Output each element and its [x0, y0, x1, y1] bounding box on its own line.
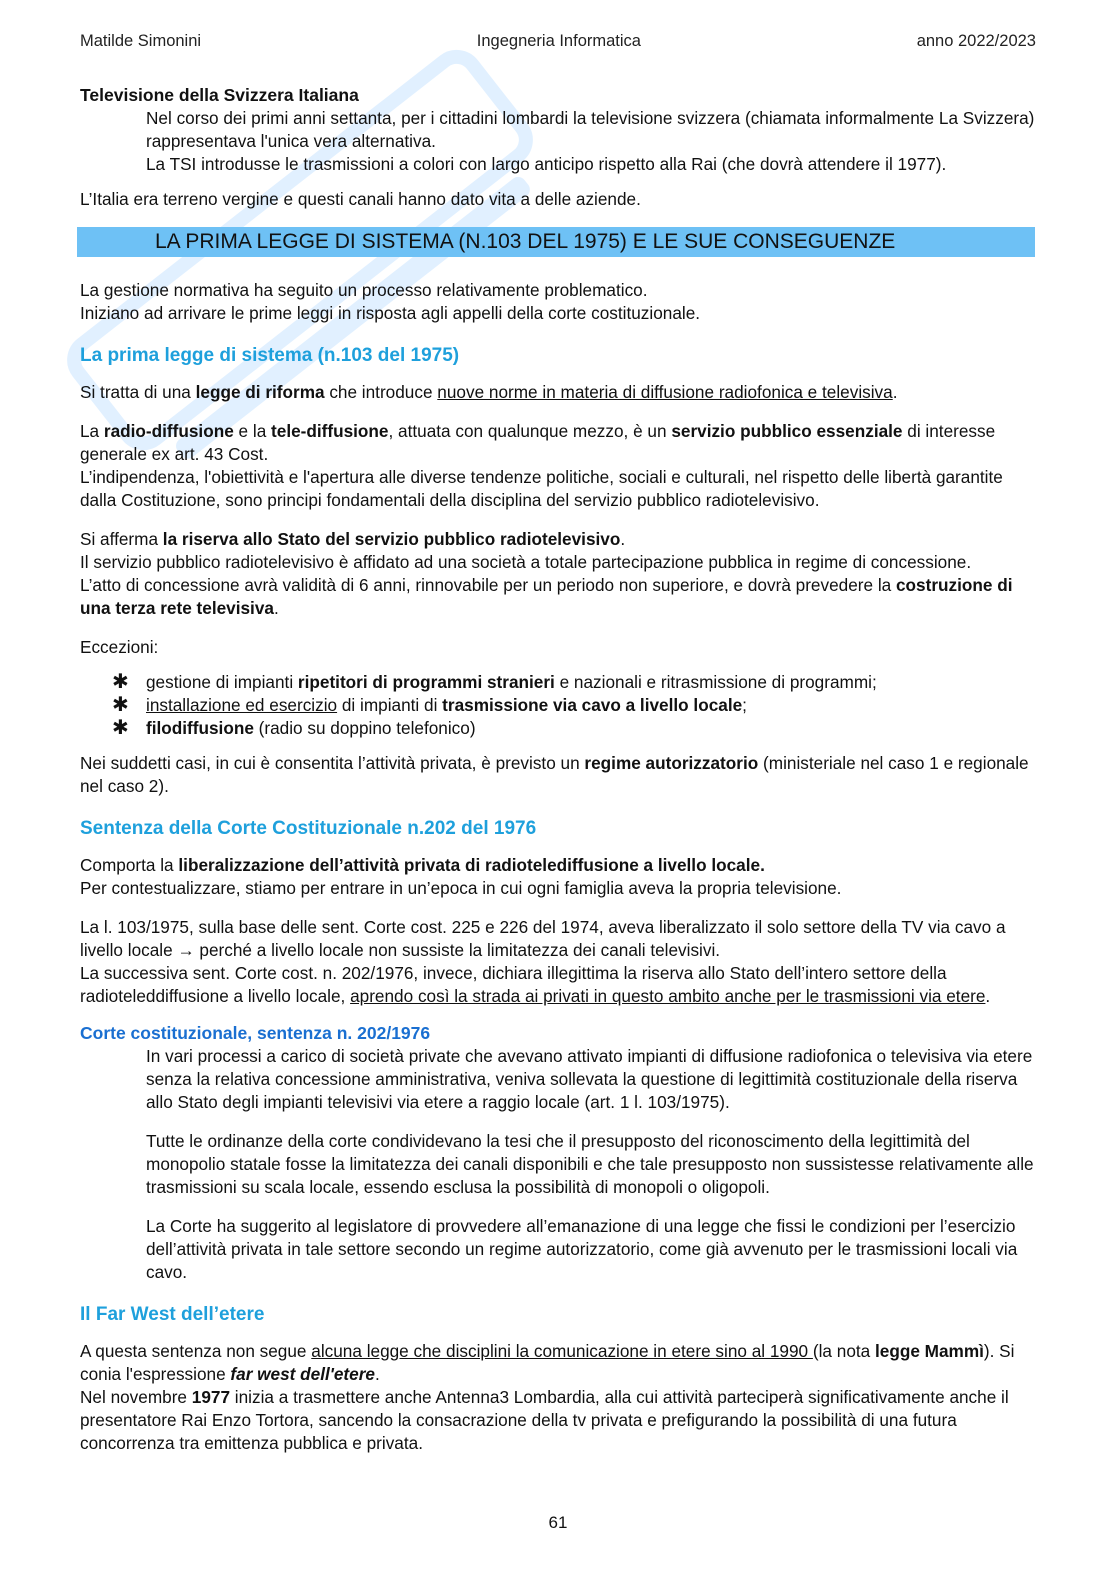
underlined-text: installazione ed esercizio	[146, 695, 338, 715]
corte-paragraph-1: In vari processi a carico di società private che avevano attivato impianti di diffusione radiofonica o televisiva via etere senza la relativa concessione amministrativa, veniva sollevata la questione di legittimità costituzionale della riserva allo Stato degli impianti televisivi via etere a raggio locale (art. 1 l. 103/1975).	[146, 1046, 1033, 1112]
list-item	[80, 671, 1035, 694]
text: di impianti di	[337, 695, 443, 715]
sentenza-202-paragraph-2b	[80, 962, 1035, 1008]
sentenza-202-paragraph-1b: Per contestualizzare, stiamo per entrare in un’epoca in cui ogni famiglia aveva la propria televisione.	[80, 878, 842, 898]
list-item	[80, 717, 1035, 740]
eccezioni-list	[80, 671, 1035, 740]
legge-103-paragraph-4	[80, 752, 1035, 798]
underlined-text: alcuna legge che disciplini la comunicazione in etere sino al 1990	[311, 1341, 813, 1361]
page-header	[80, 30, 1036, 53]
text: .	[374, 1364, 380, 1384]
text: ;	[742, 695, 747, 715]
text: , attuata con qualunque mezzo, è un	[388, 421, 672, 441]
underlined-text: aprendo così la strada ai privati in questo ambito anche per le trasmissioni via etere	[350, 986, 986, 1006]
legge-103-paragraph-2b: L’indipendenza, l'obiettività e l'apertura alle diverse tendenze politiche, sociali e culturali, nel rispetto delle libertà garantite dalla Costituzione, sono principi fondamentali della disciplina del servizio pubblico radiotelevisivo.	[80, 467, 1003, 510]
legge-103-paragraph-3	[80, 528, 1035, 551]
legge-103-paragraph-1	[80, 381, 1035, 404]
text: (ministeriale nel caso 1 e regionale nel caso 2).	[80, 753, 1029, 796]
text: .	[273, 598, 279, 618]
bold-text: liberalizzazione dell’attività privata di radiotelediffusione a livello locale.	[178, 855, 765, 875]
text: e nazionali e ritrasmissione di programmi;	[554, 672, 877, 692]
bold-text: costruzione di una terza rete televisiva	[80, 575, 1013, 618]
header-course: Ingegneria Informatica	[476, 32, 641, 50]
eccezioni-label: Eccezioni:	[80, 637, 159, 657]
text: (la nota	[812, 1341, 875, 1361]
text: Si afferma	[80, 529, 163, 549]
header-author: Matilde Simonini	[80, 32, 202, 50]
corte-paragraph-3: La Corte ha suggerito al legislatore di provvedere all’emanazione di una legge che fissi le condizioni per l’esercizio dell’attività privata in tale settore secondo un regime autorizzatorio, come già avvenuto per le trasmissioni locali via cavo.	[146, 1216, 1018, 1282]
text: e la	[233, 421, 272, 441]
text: Nel novembre	[80, 1387, 192, 1407]
heading-sentenza-202: Sentenza della Corte Costituzionale n.202 del 1976	[80, 818, 537, 839]
sentenza-202-paragraph-2: La l. 103/1975, sulla base delle sent. Corte cost. 225 e 226 del 1974, aveva liberalizzato il solo settore della TV via cavo a livello locale → perché a livello locale non sussiste la limitatezza dei canali televisivi.	[80, 917, 1006, 960]
text: La	[80, 421, 104, 441]
text: .	[892, 382, 898, 402]
page-number: 61	[548, 1513, 568, 1532]
section-intro-line-1: La gestione normativa ha seguito un processo relativamente problematico.	[80, 280, 648, 300]
intro-paragraph: L’Italia era terreno vergine e questi canali hanno dato vita a delle aziende.	[80, 189, 641, 209]
heading-far-west: Il Far West dell’etere	[80, 1304, 265, 1325]
text: Si tratta di una	[80, 382, 196, 402]
legge-103-paragraph-3c	[80, 574, 1035, 620]
legge-103-paragraph-2	[80, 420, 1035, 466]
underlined-text: nuove norme in materia di diffusione radiofonica e televisiva	[437, 382, 893, 402]
bold-text: tele-diffusione	[271, 421, 389, 441]
tsi-block	[80, 107, 1035, 176]
asterisk-bullet-icon: ✱	[112, 694, 129, 716]
bold-text: la riserva allo Stato del servizio pubblico radiotelevisivo	[162, 529, 621, 549]
far-west-paragraph-1	[80, 1340, 1035, 1386]
sentenza-202-paragraph-1	[80, 854, 1035, 877]
tsi-paragraph-2: La TSI introdusse le trasmissioni a colori con largo anticipo rispetto alla Rai (che dovrà attendere il 1977).	[146, 154, 947, 174]
page-content	[80, 84, 1035, 1455]
text: Comporta la	[80, 855, 179, 875]
asterisk-bullet-icon: ✱	[112, 671, 129, 693]
asterisk-bullet-icon: ✱	[112, 717, 129, 739]
bold-text: trasmissione via cavo a livello locale	[442, 695, 743, 715]
tsi-paragraph-1: Nel corso dei primi anni settanta, per i cittadini lombardi la televisione svizzera (chiamata informalmente La Svizzera) rappresentava l'unica vera alternativa.	[146, 108, 1035, 151]
bold-text: legge Mammì	[875, 1341, 984, 1361]
text: ). Si conia l'espressione	[80, 1341, 1015, 1384]
text: L’atto di concessione avrà validità di 6 anni, rinnovabile per un periodo non superiore, e dovrà prevedere la	[80, 575, 896, 595]
text: (radio su doppino telefonico)	[253, 718, 476, 738]
text: di interesse generale ex art. 43 Cost.	[80, 421, 996, 464]
bold-text: ripetitori di programmi stranieri	[297, 672, 555, 692]
text: che introduce	[324, 382, 438, 402]
heading-legge-103: La prima legge di sistema (n.103 del 1975)	[80, 345, 460, 366]
header-year: anno 2022/2023	[916, 32, 1036, 50]
bold-text: regime autorizzatorio	[584, 753, 759, 773]
far-west-paragraph-2	[80, 1386, 1035, 1455]
text: inizia a trasmettere anche Antenna3 Lombardia, alla cui attività parteciperà significativamente anche il presentatore Rai Enzo Tortora, sancendo la consacrazione della tv privata e prefigurando la possibilità di una futura concorrenza tra emittenza pubblica e privata.	[80, 1387, 1009, 1453]
heading-corte-costituzionale: Corte costituzionale, sentenza n. 202/1976	[80, 1023, 431, 1043]
bold-italic-text: far west dell'etere	[230, 1364, 375, 1384]
section-intro	[80, 279, 1035, 325]
text: gestione di impianti	[146, 672, 298, 692]
bold-text: legge di riforma	[195, 382, 325, 402]
bold-text: radio-diffusione	[103, 421, 234, 441]
text: .	[620, 529, 626, 549]
legge-103-paragraph-3b: Il servizio pubblico radiotelevisivo è affidato ad una società a totale partecipazione pubblica in regime di concessione.	[80, 552, 972, 572]
corte-paragraph-2: Tutte le ordinanze della corte condividevano la tesi che il presupposto del riconoscimento della legittimità del monopolio statale fosse la limitatezza dei canali disponibili e che tale presupposto non sussistesse relativamente alle trasmissioni su scala locale, essendo esclusa la possibilità di monopoli o oligopoli.	[146, 1131, 1034, 1197]
corte-block	[80, 1045, 1035, 1284]
section-title-bar: LA PRIMA LEGGE DI SISTEMA (N.103 DEL 1975) E LE SUE CONSEGUENZE	[77, 227, 1035, 257]
text: .	[985, 986, 991, 1006]
bold-text: servizio pubblico essenziale	[671, 421, 903, 441]
list-item	[80, 694, 1035, 717]
text: A questa sentenza non segue	[80, 1341, 312, 1361]
tsi-title: Televisione della Svizzera Italiana	[80, 85, 359, 105]
bold-text: filodiffusione	[146, 718, 254, 738]
section-intro-line-2: Iniziano ad arrivare le prime leggi in risposta agli appelli della corte costituzionale.	[80, 303, 701, 323]
text: La successiva sent. Corte cost. n. 202/1976, invece, dichiara illegittima la riserva allo Stato dell’intero settore della radioteleddiffusione a livello locale,	[80, 963, 947, 1006]
text: Nei suddetti casi, in cui è consentita l’attività privata, è previsto un	[80, 753, 585, 773]
bold-text: 1977	[191, 1387, 231, 1407]
